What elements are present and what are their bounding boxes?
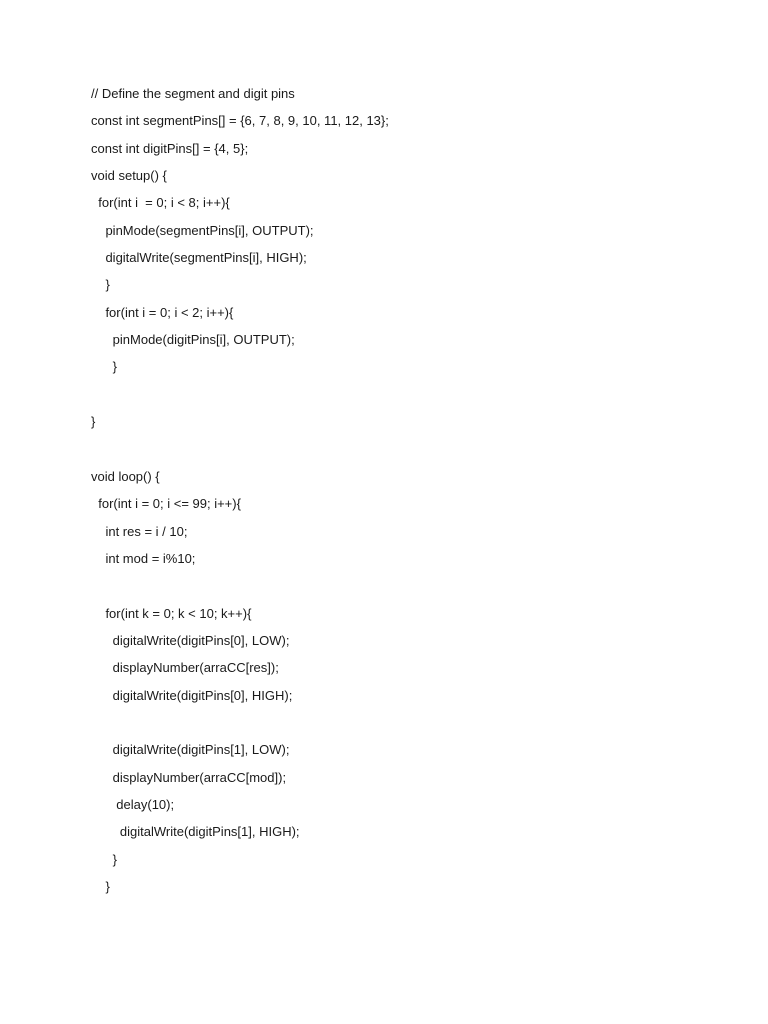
code-line-26: displayNumber(arraCC[mod]); bbox=[91, 769, 287, 785]
code-line-30: } bbox=[91, 878, 110, 894]
code-line-12 bbox=[91, 385, 389, 412]
code-line-24 bbox=[91, 713, 389, 740]
code-line-21: digitalWrite(digitPins[0], LOW); bbox=[91, 632, 290, 648]
code-line-6: pinMode(segmentPins[i], OUTPUT); bbox=[91, 222, 314, 238]
code-line-22: displayNumber(arraCC[res]); bbox=[91, 660, 279, 676]
code-line-23: digitalWrite(digitPins[0], HIGH); bbox=[91, 687, 293, 703]
code-line-9: for(int i = 0; i < 2; i++){ bbox=[91, 304, 234, 320]
code-line-8: } bbox=[91, 277, 110, 293]
code-listing bbox=[91, 84, 389, 904]
code-line-18: int mod = i%10; bbox=[91, 550, 196, 566]
code-line-14 bbox=[91, 439, 389, 466]
code-line-20: for(int k = 0; k < 10; k++){ bbox=[91, 605, 252, 621]
code-line-29: } bbox=[91, 851, 118, 867]
code-line-5: for(int i = 0; i < 8; i++){ bbox=[91, 195, 230, 211]
code-line-15: void loop() { bbox=[91, 468, 160, 484]
code-line-1: // Define the segment and digit pins bbox=[91, 86, 295, 101]
code-line-2: const int segmentPins[] = {6, 7, 8, 9, 10, 11, 12, 13}; bbox=[91, 113, 389, 129]
code-line-19 bbox=[91, 576, 389, 603]
code-line-25: digitalWrite(digitPins[1], LOW); bbox=[91, 742, 290, 758]
code-line-13: } bbox=[91, 414, 96, 430]
code-line-4: void setup() { bbox=[91, 168, 167, 184]
code-line-3: const int digitPins[] = {4, 5}; bbox=[91, 140, 249, 156]
code-line-10: pinMode(digitPins[i], OUTPUT); bbox=[91, 332, 295, 348]
code-line-16: for(int i = 0; i <= 99; i++){ bbox=[91, 496, 241, 512]
code-line-7: digitalWrite(segmentPins[i], HIGH); bbox=[91, 250, 307, 266]
code-line-28: digitalWrite(digitPins[1], HIGH); bbox=[91, 824, 300, 840]
code-line-11: } bbox=[91, 359, 118, 375]
code-line-17: int res = i / 10; bbox=[91, 523, 188, 539]
code-line-27: delay(10); bbox=[91, 796, 175, 812]
